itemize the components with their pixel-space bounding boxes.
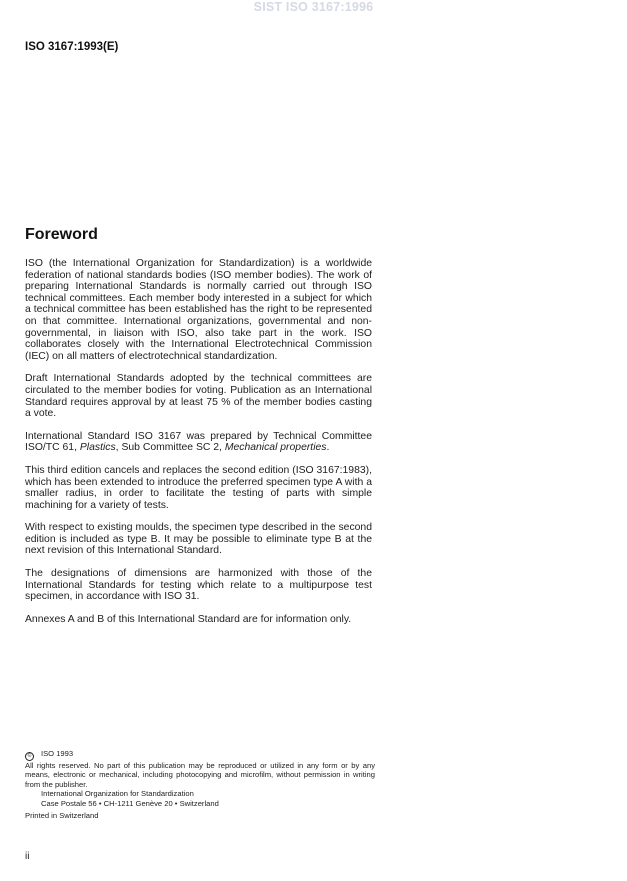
paragraph-iso-intro: ISO (the International Organization for Standardization) is a worldwide federation of national standards bodies (ISO member bodies). The work of preparing International Standards is normally carried out through ISO technical committees. Each member body interested in a subject for which a technical committee has been established has the right to be represented on that committee. International organizations, governmental and non-governmental, in liaison with ISO, also take part in the work. ISO collaborates closely with the International Electrotechnical Commission (IEC) on all matters of electrotechnical standardization. xyxy=(25,258,372,362)
plastics-term: Plastics xyxy=(79,442,116,454)
paragraph-third-edition: This third edition cancels and replaces the second edition (ISO 3167:1983), which has been extended to introduce the preferred specimen type A with a smaller radius, in order to facilitate the testing of parts with simple machining for a variety of tests. xyxy=(25,464,372,511)
period: . xyxy=(326,442,330,454)
subcommittee-text: , Sub Committee SC 2, xyxy=(115,442,225,454)
copyright-year: ISO 1993 xyxy=(41,749,74,758)
printed-in: Printed in Switzerland xyxy=(25,811,99,820)
publisher-name: International Organization for Standardization xyxy=(41,789,194,799)
publisher-address: Case Postale 56 • CH-1211 Genève 20 • Switzerland xyxy=(41,798,219,808)
rights-statement: All rights reserved. No part of this publication may be reproduced or utilized in any form or by any means, electronic or mechanical, including photocopying and microfilm, without permission in writing from the publisher. xyxy=(25,761,375,789)
copyright-year-line xyxy=(25,749,375,761)
paragraph-existing-moulds: With respect to existing moulds, the specimen type described in the second edition is included as type B. It may be possible to eliminate type B at the next revision of this International Standard. xyxy=(25,522,372,557)
copyright-block xyxy=(25,749,375,808)
foreword-body xyxy=(25,258,372,625)
document-id: ISO 3167:1993(E) xyxy=(25,41,119,53)
prepared-by-text: International Standard ISO 3167 was prepared by Technical Committee ISO/TC 61, xyxy=(25,430,372,454)
paragraph-draft-standards: Draft International Standards adopted by the technical committees are circulated to the member bodies for voting. Publication as an International Standard requires approval by at least 75 % of the member bodies casting a vote. xyxy=(25,373,372,420)
watermark: SIST ISO 3167:1996 xyxy=(253,0,374,14)
paragraph-prepared-by xyxy=(25,431,372,454)
paragraph-designations: The designations of dimensions are harmonized with those of the International Standards for testing which relate to a multipurpose test specimen, in accordance with ISO 31. xyxy=(25,568,372,603)
foreword-heading: Foreword xyxy=(25,226,98,243)
paragraph-annexes: Annexes A and B of this International Standard are for information only. xyxy=(25,613,352,625)
mechanical-properties-term: Mechanical properties xyxy=(224,442,327,454)
copyright-icon: © xyxy=(25,752,34,761)
page-number: ii xyxy=(25,851,30,862)
